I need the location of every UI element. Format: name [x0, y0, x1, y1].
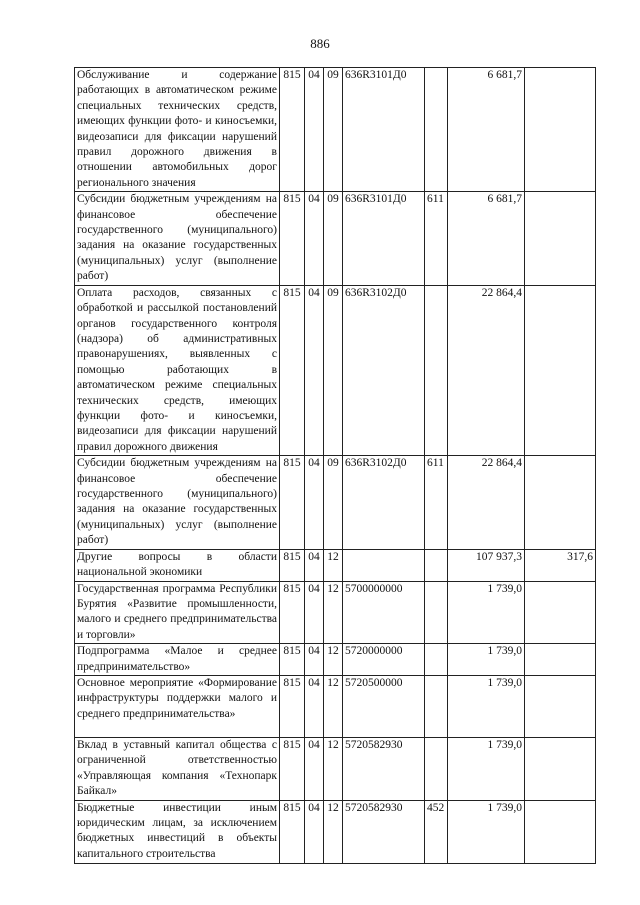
row-subsection: 12	[324, 549, 343, 581]
row-sum: 1 739,0	[448, 800, 525, 863]
row-subsection: 12	[324, 581, 343, 644]
page-number: 886	[310, 36, 330, 51]
table-row	[75, 68, 596, 192]
row-section: 04	[305, 549, 324, 581]
row-code: 815	[280, 192, 305, 285]
row-subsection: 12	[324, 644, 343, 676]
table-row	[75, 676, 596, 738]
row-name: Оплата расходов, связанных с обработкой и рассылкой постановлений органов государственного контроля (надзора) об административных правонарушениях, выявленных с помощью работающих в автоматическом режиме специальных технических средств, имеющих функции фото- и киносъемки, видеозаписи для фиксации нарушений правил дорожного движения	[75, 285, 280, 455]
row-section: 04	[305, 581, 324, 644]
row-target: 636R3101Д0	[343, 192, 425, 285]
row-subsection: 09	[324, 192, 343, 285]
row-name: Субсидии бюджетным учреждениям на финансовое обеспечение государственного (муниципального) задания на оказание государственных (муниципальных) услуг (выполнение работ)	[75, 456, 280, 549]
row-sum: 1 739,0	[448, 581, 525, 644]
row-target: 5700000000	[343, 581, 425, 644]
table-row	[75, 800, 596, 863]
row-vr	[425, 581, 448, 644]
row-vr	[425, 644, 448, 676]
row-target: 636R3102Д0	[343, 456, 425, 549]
row-sum2	[525, 581, 596, 644]
row-sum: 6 681,7	[448, 192, 525, 285]
row-sum2	[525, 68, 596, 192]
row-subsection: 09	[324, 456, 343, 549]
row-section: 04	[305, 192, 324, 285]
row-code: 815	[280, 285, 305, 455]
budget-table	[74, 67, 596, 864]
row-name: Другие вопросы в области национальной экономики	[75, 549, 280, 581]
row-name: Вклад в уставный капитал общества с ограниченной ответственностью «Управляющая компания «Технопарк Байкал»	[75, 738, 280, 801]
row-code: 815	[280, 644, 305, 676]
row-code: 815	[280, 456, 305, 549]
table-row	[75, 285, 596, 455]
row-name: Подпрограмма «Малое и среднее предпринимательство»	[75, 644, 280, 676]
row-sum2	[525, 644, 596, 676]
row-name: Бюджетные инвестиции иным юридическим лицам, за исключением бюджетных инвестиций в объекты капитального строительства	[75, 800, 280, 863]
table-row	[75, 456, 596, 549]
row-subsection: 12	[324, 676, 343, 738]
row-code: 815	[280, 549, 305, 581]
row-vr: 452	[425, 800, 448, 863]
row-vr	[425, 68, 448, 192]
table-row	[75, 738, 596, 801]
row-sum2	[525, 285, 596, 455]
row-code: 815	[280, 800, 305, 863]
row-sum2	[525, 800, 596, 863]
row-target: 636R3102Д0	[343, 285, 425, 455]
row-sum: 22 864,4	[448, 285, 525, 455]
row-section: 04	[305, 738, 324, 801]
row-section: 04	[305, 800, 324, 863]
row-vr	[425, 738, 448, 801]
row-section: 04	[305, 68, 324, 192]
row-sum: 22 864,4	[448, 456, 525, 549]
row-sum: 1 739,0	[448, 644, 525, 676]
row-name: Обслуживание и содержание работающих в автоматическом режиме специальных технических средств, имеющих функции фото- и киносъемки, видеозаписи для фиксации нарушений правил дорожного движения в отношении автомобильных дорог регионального значения	[75, 68, 280, 192]
row-name: Основное мероприятие «Формирование инфраструктуры поддержки малого и среднего предпринимательства»	[75, 676, 280, 738]
row-vr	[425, 676, 448, 738]
row-code: 815	[280, 676, 305, 738]
row-code: 815	[280, 738, 305, 801]
row-sum2	[525, 738, 596, 801]
row-sum: 1 739,0	[448, 676, 525, 738]
row-section: 04	[305, 644, 324, 676]
row-sum2	[525, 676, 596, 738]
row-subsection: 09	[324, 68, 343, 192]
row-subsection: 12	[324, 738, 343, 801]
row-sum2	[525, 456, 596, 549]
row-sum: 1 739,0	[448, 738, 525, 801]
row-subsection: 09	[324, 285, 343, 455]
row-sum: 6 681,7	[448, 68, 525, 192]
row-name: Государственная программа Республики Бурятия «Развитие промышленности, малого и среднего предпринимательства и торговли»	[75, 581, 280, 644]
row-vr: 611	[425, 192, 448, 285]
row-sum: 107 937,3	[448, 549, 525, 581]
table-row	[75, 192, 596, 285]
row-target: 5720582930	[343, 800, 425, 863]
row-vr	[425, 285, 448, 455]
row-target: 5720000000	[343, 644, 425, 676]
row-section: 04	[305, 285, 324, 455]
row-target	[343, 549, 425, 581]
row-target: 636R3101Д0	[343, 68, 425, 192]
row-code: 815	[280, 68, 305, 192]
table-row	[75, 644, 596, 676]
row-sum2	[525, 192, 596, 285]
table-row	[75, 549, 596, 581]
row-section: 04	[305, 456, 324, 549]
row-code: 815	[280, 581, 305, 644]
row-subsection: 12	[324, 800, 343, 863]
row-target: 5720582930	[343, 738, 425, 801]
row-vr: 611	[425, 456, 448, 549]
row-name: Субсидии бюджетным учреждениям на финансовое обеспечение государственного (муниципального) задания на оказание государственных (муниципальных) услуг (выполнение работ)	[75, 192, 280, 285]
row-section: 04	[305, 676, 324, 738]
row-target: 5720500000	[343, 676, 425, 738]
table-row	[75, 581, 596, 644]
row-vr	[425, 549, 448, 581]
row-sum2: 317,6	[525, 549, 596, 581]
